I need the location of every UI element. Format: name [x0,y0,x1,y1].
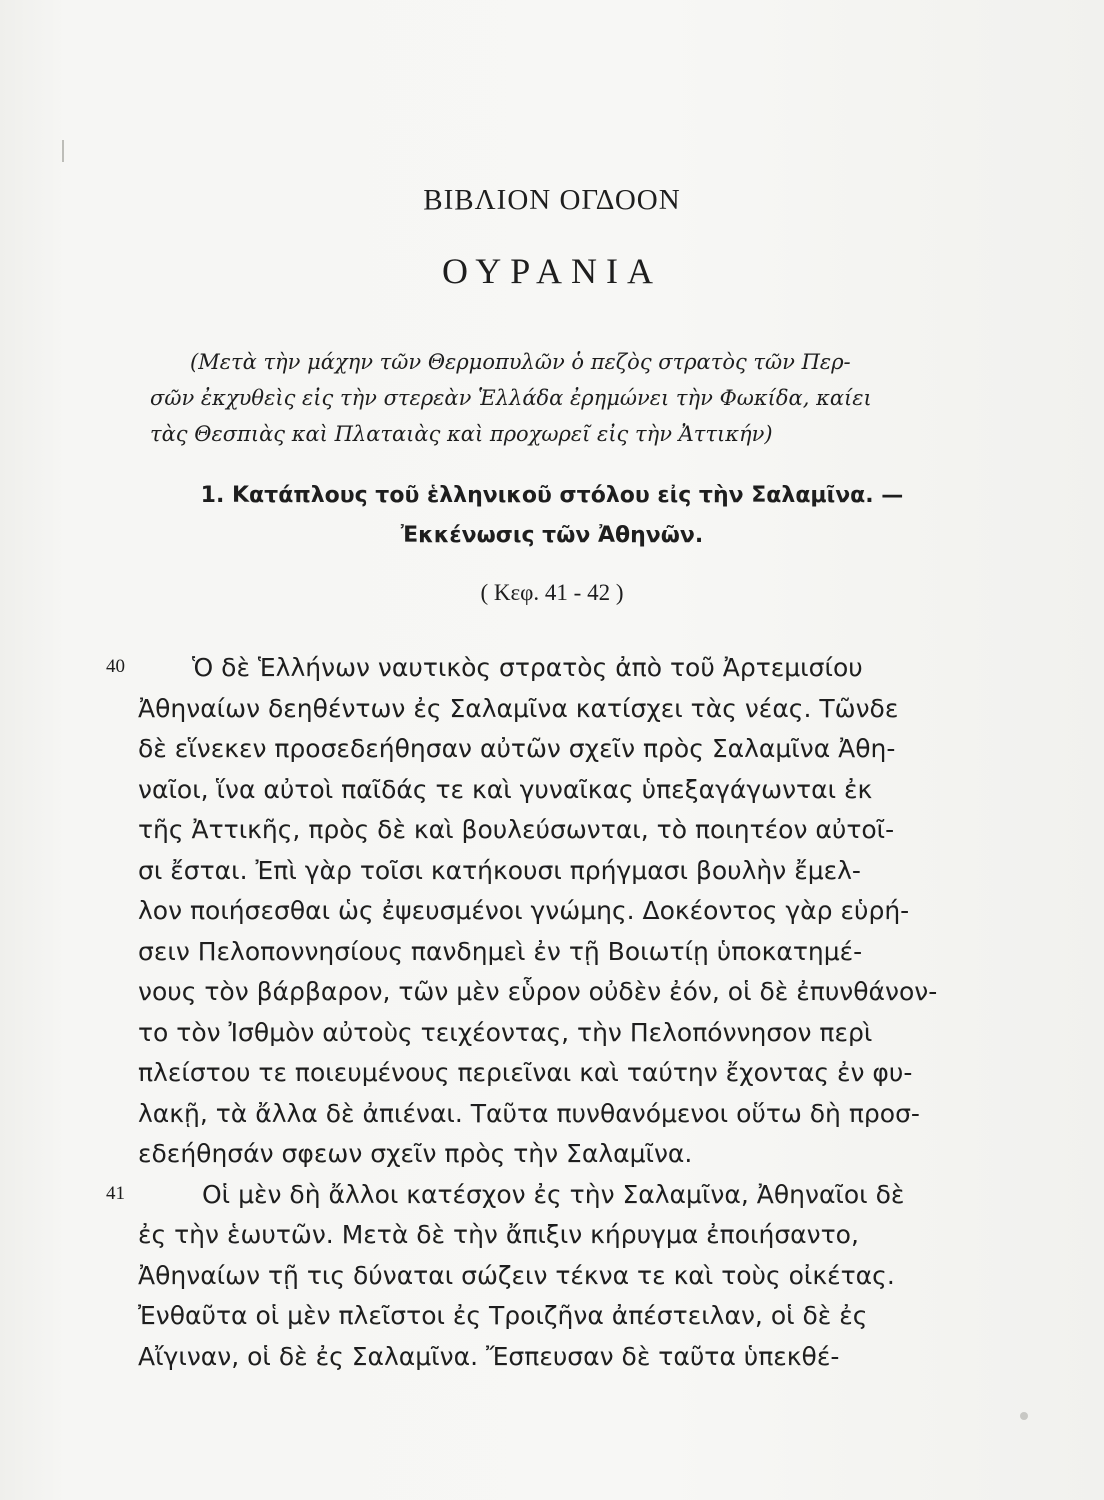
text-line: σειν Πελοποννησίους πανδημεὶ ἐν τῇ Βοιωτίῃ ὑποκατημέ- [138,936,863,966]
text-line: πλείστου τε ποιευμένους περιεῖναι καὶ ταύτην ἔχοντας ἐν φυ- [138,1058,913,1087]
marginal-chapter-number: 40 [106,656,125,677]
scan-speck [1020,1412,1028,1420]
text-line: Οἱ μὲν δὴ ἄλλοι κατέσχον ἐς τὴν Σαλαμῖνα, Ἀθηναῖοι δὲ [202,1179,905,1209]
text-line: Αἴγιναν, οἱ δὲ ἐς Σαλαμῖνα. Ἔσπευσαν δὲ ταῦτα ὑπεκθέ- [138,1341,840,1371]
chapter-reference: ( Κεφ. 41 - 42 ) [480,580,624,605]
text-line: λον ποιήσεσθαι ὡς ἐψευσμένοι γνώμης. Δοκέοντος γὰρ εὑρή- [138,896,910,925]
text-line: Ἀθηναίων τῇ τις δύναται σώζειν τέκνα τε καὶ τοὺς οἰκέτας. [138,1260,895,1290]
text-line: σι ἔσται. Ἐπὶ γὰρ τοῖσι κατήκουσι πρήγμασι βουλὴν ἔμελ- [138,855,861,885]
text-line: νους τὸν βάρβαρον, τῶν μὲν εὗρον οὐδὲν ἐόν, οἱ δὲ ἐπυνθάνον- [138,977,938,1006]
text-line: Ὁ δὲ Ἑλλήνων ναυτικὸς στρατὸς ἀπὸ τοῦ Ἀρτεμισίου [192,653,863,682]
text-line: λακῇ, τὰ ἄλλα δὲ ἀπιέναι. Ταῦτα πυνθανόμενοι οὕτω δὴ προσ- [138,1098,920,1128]
section-heading [0,476,1104,556]
muse-title: ΟΥΡΑΝΙΑ [442,251,662,291]
summary-line: σῶν ἐκχυθεὶς εἰς τὴν στερεὰν Ἑλλάδα ἐρημώνει τὴν Φωκίδα, καίει [150,386,872,410]
book-summary [150,344,990,452]
main-text [138,648,990,1377]
text-line: Ἀθηναίων δεηθέντων ἐς Σαλαμῖνα κατίσχει τὰς νέας. Τῶνδε [138,693,899,723]
summary-line: (Μετὰ τὴν μάχην τῶν Θερμοπυλῶν ὁ πεζὸς στρατὸς τῶν Περ- [190,350,851,374]
marginal-chapter-number: 41 [106,1183,125,1204]
pencil-mark [62,140,64,162]
section-heading-line: Ἐκκένωσις τῶν Ἀθηνῶν. [400,523,704,548]
text-line: ναῖοι, ἵνα αὐτοὶ παῖδάς τε καὶ γυναῖκας ὑπεξαγάγωνται ἐκ [138,774,873,804]
book-title: ΒΙΒΛΙΟΝ ΟΓΔΟΟΝ [423,184,681,216]
text-line: το τὸν Ἰσθμὸν αὐτοὺς τειχέοντας, τὴν Πελοπόννησον περὶ [138,1017,873,1047]
text-line: δὲ εἵνεκεν προσεδεήθησαν αὐτῶν σχεῖν πρὸς Σαλαμῖνα Ἀθη- [138,734,896,763]
text-line: ἐς τὴν ἑωυτῶν. Μετὰ δὲ τὴν ἄπιξιν κήρυγμα ἐποιήσαντο, [138,1220,859,1249]
section-heading-line: 1. Κατάπλους τοῦ ἑλληνικοῦ στόλου εἰς τὴν Σαλαμῖνα. — [200,483,904,508]
text-line: τῆς Ἀττικῆς, πρὸς δὲ καὶ βουλεύσωνται, τὸ ποιητέον αὐτοῖ- [138,815,895,844]
summary-line: τὰς Θεσπιὰς καὶ Πλαταιὰς καὶ προχωρεῖ εἰς τὴν Ἀττικήν) [150,422,773,446]
text-line: εδεήθησάν σφεων σχεῖν πρὸς τὴν Σαλαμῖνα. [138,1139,693,1168]
text-line: Ἐνθαῦτα οἱ μὲν πλεῖστοι ἐς Τροιζῆνα ἀπέστειλαν, οἱ δὲ ἐς [138,1301,868,1330]
